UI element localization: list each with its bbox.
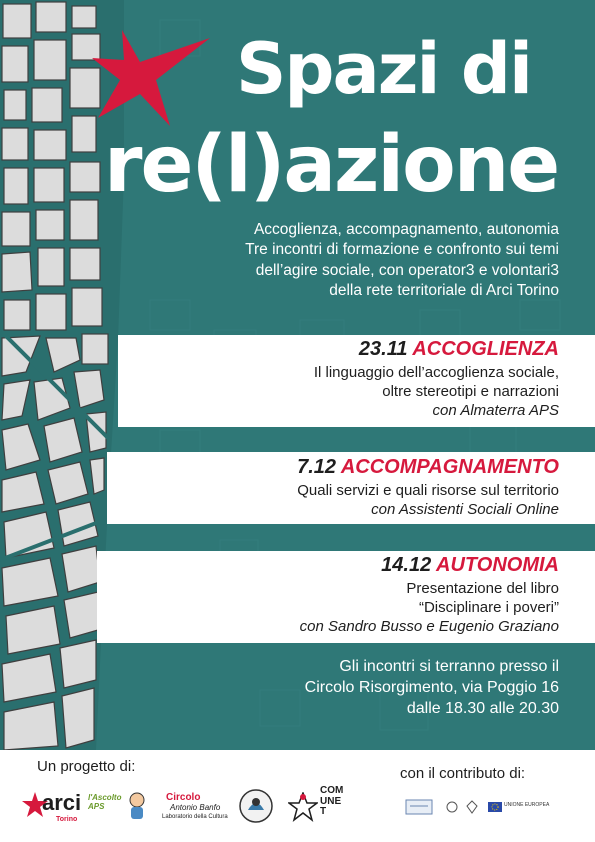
event-description: Presentazione del libro xyxy=(406,579,559,597)
intro-line: della rete territoriale di Arci Torino xyxy=(329,282,559,300)
sponsor-logo-icon xyxy=(404,796,434,818)
eu-flag-icon xyxy=(488,802,502,812)
sponsor-logos xyxy=(404,796,568,820)
event-heading xyxy=(314,337,559,363)
intro-line: Accoglienza, accompagnamento, autonomia xyxy=(253,221,559,238)
ascolto-wordmark: l'Ascolto APS xyxy=(88,793,122,811)
arci-logo xyxy=(22,788,80,828)
event-description: oltre stereotipi e narrazioni xyxy=(382,382,559,400)
venue-line: dalle 18.30 alle 20.30 xyxy=(406,699,559,717)
event-date: 14.12 xyxy=(381,554,432,576)
comunet-wordmark: COMUNET xyxy=(320,785,344,817)
comunet-logo xyxy=(288,784,354,830)
round-badge-logo xyxy=(238,788,274,824)
event-speaker: con Almaterra APS xyxy=(432,401,559,419)
contribution-label: con il contributo di: xyxy=(400,765,526,782)
event-speaker: con Sandro Busso e Eugenio Graziano xyxy=(299,617,559,635)
event-accoglienza xyxy=(314,337,559,420)
venue-line: Gli incontri si terranno presso il xyxy=(339,658,559,675)
event-topic: ACCOGLIENZA xyxy=(412,338,559,360)
intro-text xyxy=(139,220,559,302)
event-heading xyxy=(297,455,559,481)
red-star-icon xyxy=(92,28,222,128)
arci-wordmark: arci xyxy=(42,790,82,815)
title-line-1: Spazi di xyxy=(236,28,531,110)
event-description: “Disciplinare i poveri” xyxy=(418,598,559,616)
venue-info xyxy=(305,657,559,719)
event-date: 23.11 xyxy=(358,338,408,360)
event-accompagnamento xyxy=(297,455,559,519)
circolo-name-c: Laboratorio della Cultura xyxy=(162,814,228,820)
character-icon xyxy=(126,792,148,820)
event-date: 7.12 xyxy=(297,456,337,478)
event-speaker: con Assistenti Sociali Online xyxy=(371,500,559,518)
title-line-2: re(l)azione xyxy=(104,120,559,210)
event-description: Il linguaggio dell’accoglienza sociale, xyxy=(313,363,559,381)
badge-icon xyxy=(238,788,274,824)
intro-line: Tre incontri di formazione e confronto sui temi xyxy=(245,241,559,259)
emblem-icon xyxy=(446,800,458,814)
arci-city: Torino xyxy=(56,816,78,823)
comunet-star-icon xyxy=(288,792,318,822)
ascolto-logo xyxy=(88,790,150,830)
project-label: Un progetto di: xyxy=(37,758,136,775)
event-topic: ACCOMPAGNAMENTO xyxy=(340,456,559,478)
circolo-name-b: Antonio Banfo xyxy=(170,803,221,812)
event-autonomia xyxy=(300,553,559,636)
eu-label: UNIONE EUROPEA xyxy=(504,802,550,808)
event-topic: AUTONOMIA xyxy=(436,554,559,576)
republic-emblem-icon xyxy=(466,800,478,814)
circolo-name-a: Circolo xyxy=(166,792,201,803)
venue-line: Circolo Risorgimento, via Poggio 16 xyxy=(304,678,559,696)
circolo-logo xyxy=(160,792,232,826)
event-heading xyxy=(300,553,559,579)
intro-line: dell’agire sociale, con operator3 e volontari3 xyxy=(255,261,559,279)
event-description: Quali servizi e quali risorse sul territorio xyxy=(297,481,559,499)
